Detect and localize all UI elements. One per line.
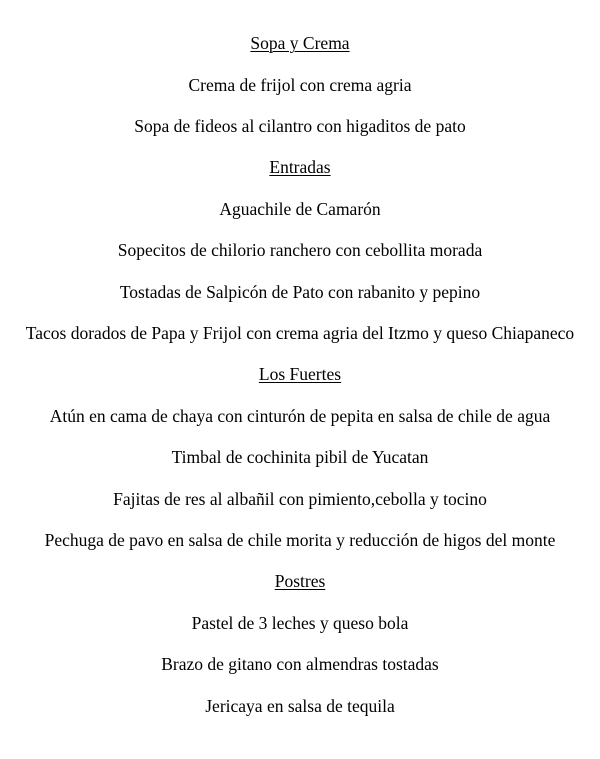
menu-item: Pechuga de pavo en salsa de chile morita y reducción de higos del monte (44, 530, 556, 550)
menu-item: Jericaya en salsa de tequila (205, 696, 395, 716)
section-heading-sopa-y-crema: Sopa y Crema (250, 33, 350, 53)
menu-item: Pastel de 3 leches y queso bola (191, 613, 409, 633)
section-heading-entradas: Entradas (269, 157, 331, 177)
menu-item: Brazo de gitano con almendras tostadas (161, 654, 439, 674)
menu-item: Timbal de cochinita pibil de Yucatan (171, 447, 429, 467)
menu-item: Tostadas de Salpicón de Pato con rabanito y pepino (119, 282, 481, 302)
menu-item: Fajitas de res al albañil con pimiento,cebolla y tocino (113, 489, 487, 509)
menu-item: Atún en cama de chaya con cinturón de pepita en salsa de chile de agua (49, 406, 551, 426)
menu-item: Sopa de fideos al cilantro con higaditos de pato (134, 116, 466, 136)
section-heading-los-fuertes: Los Fuertes (258, 364, 342, 384)
section-heading-postres: Postres (274, 571, 326, 591)
menu-item: Crema de frijol con crema agria (188, 75, 412, 95)
menu-item: Tacos dorados de Papa y Frijol con crema agria del Itzmo y queso Chiapaneco (25, 323, 575, 343)
menu-item: Sopecitos de chilorio ranchero con cebollita morada (117, 240, 483, 260)
menu-item: Aguachile de Camarón (219, 199, 381, 219)
